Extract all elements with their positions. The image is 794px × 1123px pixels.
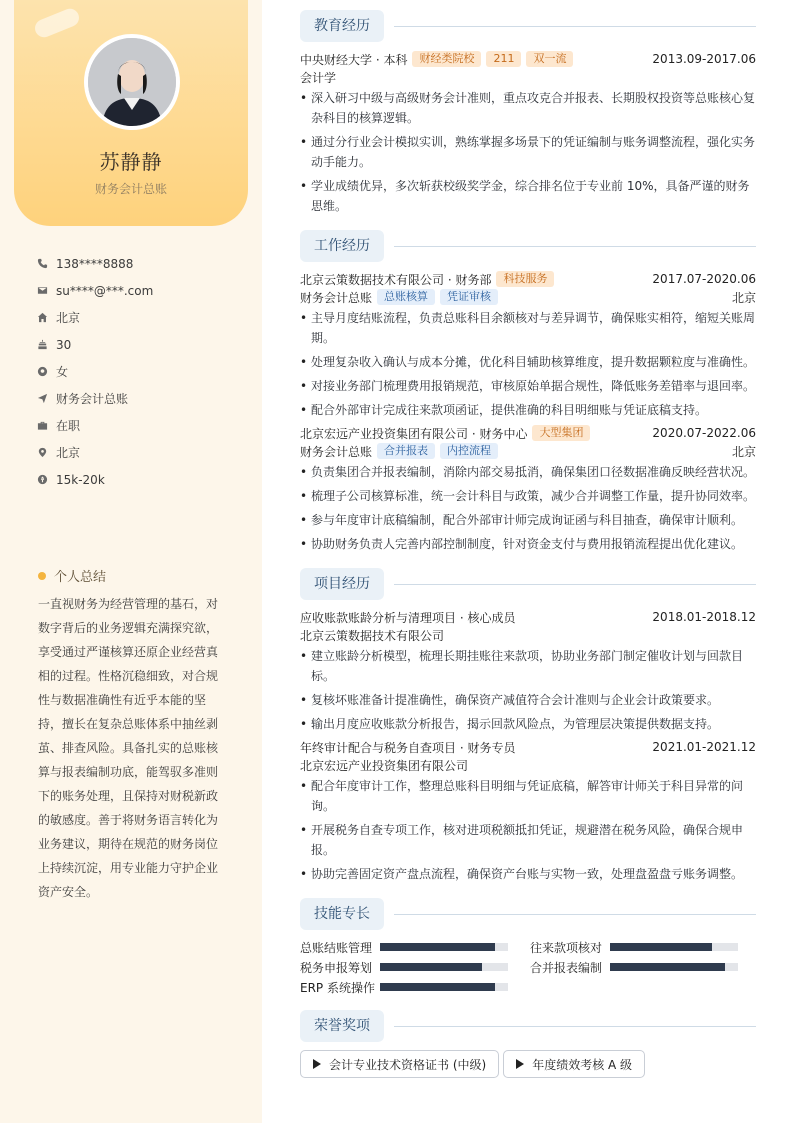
contact-residence xyxy=(36,304,153,331)
project-bullets xyxy=(300,776,756,884)
company-row xyxy=(300,424,756,442)
list-item: • 复核坏账准备计提准确性，确保资产减值符合会计准则与企业会计政策要求。 xyxy=(300,690,756,710)
contact-list xyxy=(36,250,153,493)
decorative-pill xyxy=(32,6,81,40)
job-bullets xyxy=(300,462,756,554)
gender-icon xyxy=(36,366,48,378)
skill-name: 税务申报筹划 xyxy=(300,960,373,975)
coin-icon xyxy=(36,474,48,486)
contact-text: 北京 xyxy=(56,446,81,460)
company-name: 北京云策数据技术有限公司 · 财务部 xyxy=(300,272,492,287)
list-item: • 协助完善固定资产盘点流程，确保资产台账与实物一致，处理盘盈盘亏账务调整。 xyxy=(300,864,756,884)
cake-icon xyxy=(36,339,48,351)
list-item: • 对接业务部门梳理费用报销规范，审核原始单据合规性，降低账务差错率与退回率。 xyxy=(300,376,756,396)
main-content xyxy=(300,10,756,1092)
job-period: 2020.07-2022.06 xyxy=(652,426,756,440)
mail-icon xyxy=(36,285,48,297)
contact-target-role xyxy=(36,385,153,412)
skill-bar xyxy=(380,943,508,951)
location-pin-icon xyxy=(36,447,48,459)
section-divider xyxy=(394,26,756,27)
section-title: 荣誉奖项 xyxy=(300,1010,384,1042)
section-divider xyxy=(394,246,756,247)
project-name: 应收账款账龄分析与清理项目 · 核心成员 xyxy=(300,610,516,625)
list-item: • 参与年度审计底稿编制，配合外部审计师完成询证函与科目抽查，确保审计顺利。 xyxy=(300,510,756,530)
contact-phone xyxy=(36,250,153,277)
education-row xyxy=(300,50,756,68)
skill-fill xyxy=(380,963,482,971)
section-header xyxy=(300,230,756,262)
section-title: 技能专长 xyxy=(300,898,384,930)
position-row xyxy=(300,442,756,460)
contact-age xyxy=(36,331,153,358)
position-tag: 内控流程 xyxy=(440,443,498,459)
list-item: • 处理复杂收入确认与成本分摊，优化科目辅助核算维度，提升数据颗粒度与准确性。 xyxy=(300,352,756,372)
contact-status xyxy=(36,412,153,439)
project-org-row xyxy=(300,756,756,774)
school-tag: 财经类院校 xyxy=(412,51,481,67)
briefcase-icon xyxy=(36,420,48,432)
skill-name: 总账结账管理 xyxy=(300,940,373,955)
school-tag: 双一流 xyxy=(526,51,573,67)
project-period: 2018.01-2018.12 xyxy=(652,610,756,624)
list-item: • 建立账龄分析模型，梳理长期挂账往来款项，协助业务部门制定催收计划与回款目标。 xyxy=(300,646,756,686)
candidate-role: 财务会计总账 xyxy=(94,182,167,196)
job-entry xyxy=(300,270,756,420)
skill-bar xyxy=(610,963,738,971)
section-divider xyxy=(394,584,756,585)
work-section xyxy=(300,230,756,554)
list-item: • 协助财务负责人完善内部控制制度，针对资金支付与费用报销流程提出优化建议。 xyxy=(300,534,756,554)
candidate-name: 苏静静 xyxy=(99,150,163,174)
contact-text: su****@***.com xyxy=(56,283,154,298)
skill-item xyxy=(300,978,530,996)
position-name: 财务会计总账 xyxy=(300,290,373,305)
project-row xyxy=(300,738,756,756)
contact-gender xyxy=(36,358,153,385)
position-name: 财务会计总账 xyxy=(300,444,373,459)
skill-bar xyxy=(380,963,508,971)
education-bullets xyxy=(300,88,756,216)
list-item: • 深入研习中级与高级财务会计准则，重点攻克合并报表、长期股权投资等总账核心复杂科目的核算逻辑。 xyxy=(300,88,756,128)
honors-section xyxy=(300,1010,756,1078)
project-bullets xyxy=(300,646,756,734)
list-item: • 负责集团合并报表编制，消除内部交易抵消，确保集团口径数据准确反映经营状况。 xyxy=(300,462,756,482)
position-tag: 合并报表 xyxy=(377,443,435,459)
project-org: 北京云策数据技术有限公司 xyxy=(300,628,445,643)
skills-section xyxy=(300,898,756,996)
contact-text: 30 xyxy=(56,337,72,352)
section-title: 教育经历 xyxy=(300,10,384,42)
skill-item xyxy=(530,938,756,956)
job-period: 2017.07-2020.06 xyxy=(652,272,756,286)
skill-item xyxy=(530,958,756,976)
school-name: 中央财经大学 · 本科 xyxy=(300,52,408,67)
contact-text: 财务会计总账 xyxy=(56,392,129,406)
bullet-dot-icon xyxy=(38,572,46,580)
contact-target-city xyxy=(36,439,153,466)
list-item: • 主导月度结账流程，负责总账科目余额核对与差异调节，确保账实相符，缩短关账周期。 xyxy=(300,308,756,348)
skill-item xyxy=(300,938,530,956)
project-entry xyxy=(300,608,756,734)
avatar-photo xyxy=(88,38,176,126)
sidebar xyxy=(0,0,262,1123)
skill-fill xyxy=(610,943,712,951)
project-entry xyxy=(300,738,756,884)
education-section xyxy=(300,10,756,216)
job-entry xyxy=(300,424,756,554)
home-icon xyxy=(36,312,48,324)
major: 会计学 xyxy=(300,70,337,85)
list-item: • 通过分行业会计模拟实训，熟练掌握多场景下的凭证编制与账务调整流程，强化实务动手能力。 xyxy=(300,132,756,172)
project-period: 2021.01-2021.12 xyxy=(652,740,756,754)
position-row xyxy=(300,288,756,306)
person-silhouette-icon xyxy=(88,38,176,126)
skill-name: 合并报表编制 xyxy=(530,960,603,975)
section-header xyxy=(300,568,756,600)
list-item: • 输出月度应收账款分析报告，揭示回款风险点，为管理层决策提供数据支持。 xyxy=(300,714,756,734)
project-org: 北京宏远产业投资集团有限公司 xyxy=(300,758,469,773)
section-header xyxy=(300,898,756,930)
contact-text: 15k-20k xyxy=(56,472,105,487)
skill-fill xyxy=(610,963,725,971)
skill-name: 往来款项核对 xyxy=(530,940,603,955)
project-name: 年终审计配合与税务自查项目 · 财务专员 xyxy=(300,740,516,755)
skill-bar xyxy=(610,943,738,951)
avatar xyxy=(84,34,180,130)
contact-email xyxy=(36,277,153,304)
project-row xyxy=(300,608,756,626)
profile-card xyxy=(14,0,248,226)
phone-icon xyxy=(36,258,48,270)
list-item: • 开展税务自查专项工作，核对进项税额抵扣凭证，规避潜在税务风险，确保合规申报。 xyxy=(300,820,756,860)
company-tag: 科技服务 xyxy=(496,271,554,287)
list-item: • 配合外部审计完成往来款项函证，提供准确的科目明细账与凭证底稿支持。 xyxy=(300,400,756,420)
skill-grid xyxy=(300,938,756,996)
contact-text: 北京 xyxy=(56,311,81,325)
section-title: 工作经历 xyxy=(300,230,384,262)
project-org-row xyxy=(300,626,756,644)
summary-heading xyxy=(38,566,106,585)
send-icon xyxy=(36,393,48,405)
job-city: 北京 xyxy=(731,444,756,459)
honor-item xyxy=(503,1050,645,1078)
skill-name: ERP 系统操作 xyxy=(300,980,375,995)
skill-fill xyxy=(380,943,495,951)
triangle-right-icon xyxy=(313,1059,321,1069)
major-row xyxy=(300,68,756,86)
list-item: • 学业成绩优异，多次斩获校级奖学金，综合排名位于专业前 10%，具备严谨的财务思维。 xyxy=(300,176,756,216)
summary-title: 个人总结 xyxy=(54,570,107,585)
honor-text: 会计专业技术资格证书 (中级) xyxy=(329,1057,487,1072)
list-item: • 配合年度审计工作，整理总账科目明细与凭证底稿，解答审计师关于科目异常的问询。 xyxy=(300,776,756,816)
list-item: • 梳理子公司核算标准，统一会计科目与政策，减少合并调整工作量，提升协同效率。 xyxy=(300,486,756,506)
contact-text: 在职 xyxy=(56,419,81,433)
company-name: 北京宏远产业投资集团有限公司 · 财务中心 xyxy=(300,426,528,441)
project-section xyxy=(300,568,756,884)
section-header xyxy=(300,10,756,42)
position-tag: 凭证审核 xyxy=(440,289,498,305)
honor-item xyxy=(300,1050,499,1078)
honor-list xyxy=(300,1050,756,1078)
contact-text: 138****8888 xyxy=(56,256,134,271)
skill-bar xyxy=(380,983,508,991)
school-tag: 211 xyxy=(486,51,521,67)
education-period: 2013.09-2017.06 xyxy=(652,52,756,66)
position-tag: 总账核算 xyxy=(377,289,435,305)
contact-text: 女 xyxy=(56,365,69,379)
job-bullets xyxy=(300,308,756,420)
skill-item xyxy=(300,958,530,976)
section-divider xyxy=(394,914,756,915)
job-city: 北京 xyxy=(731,290,756,305)
triangle-right-icon xyxy=(516,1059,524,1069)
section-divider xyxy=(394,1026,756,1027)
contact-salary xyxy=(36,466,153,493)
section-header xyxy=(300,1010,756,1042)
summary-text: 一直视财务为经营管理的基石，对数字背后的业务逻辑充满探究欲，享受通过严谨核算还原企业经营真相的过程。性格沉稳细致，对合规性与数据准确性有近乎本能的坚持，擅长在复杂总账体系中抽丝剥茧、排查风险。具备扎实的总账核算与报表编制功底，能驾驭多准则下的账务处理，且保持对财税新政的敏感度。善于将财务语言转化为业务建议，期待在规范的财务岗位上持续沉淀，用专业能力守护企业资产安全。 xyxy=(38,597,219,899)
section-title: 项目经历 xyxy=(300,568,384,600)
honor-text: 年度绩效考核 A 级 xyxy=(532,1057,633,1072)
company-row xyxy=(300,270,756,288)
company-tag: 大型集团 xyxy=(532,425,590,441)
skill-fill xyxy=(380,983,495,991)
